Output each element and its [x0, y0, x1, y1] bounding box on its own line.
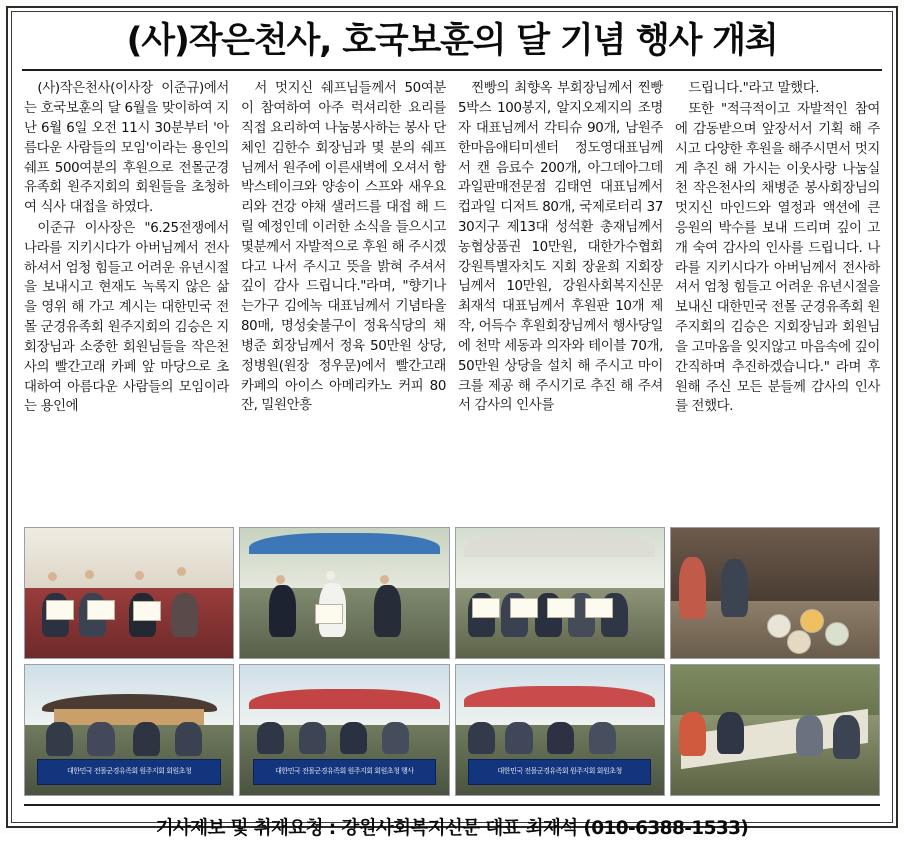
photo-award-ceremony	[24, 527, 234, 659]
photo-person	[547, 722, 574, 753]
page-title: (사)작은천사, 호국보훈의 달 기념 행사 개최	[126, 21, 778, 61]
photo-certificate	[547, 598, 575, 618]
photo-person	[171, 593, 198, 637]
photo-person	[46, 722, 73, 756]
page-outer-border	[6, 6, 898, 840]
article-column-1	[24, 79, 229, 519]
photo-person	[679, 557, 706, 619]
photo-chef-award	[239, 527, 449, 659]
photo-certificate	[133, 601, 161, 621]
photo-person	[833, 715, 860, 759]
page-inner-border	[11, 11, 893, 840]
photo-food-plate	[787, 630, 811, 654]
photo-tent	[249, 533, 441, 554]
photo-person	[87, 722, 114, 756]
article-column-2	[241, 79, 446, 519]
article-column-3	[458, 79, 663, 519]
photo-certificate	[585, 598, 613, 618]
photo-long-table-meal	[670, 664, 880, 796]
paragraph: 이준규 이사장은 "6.25전쟁에서 나라를 지키시다가 아버님께서 전사하셔서 엄청 힘들고 어려운 유년시절을 보내시고 현재도 녹록지 않은 삶을 영위 해 가고 계시는 대한민국 전몰 군경유족회 원주지회의 김승은 지회장님과 소중한 회원님들을 작은천사의 빨간고래 카페 앞 마당으로 초대하여 아름다운 사람들의 모임이라는 용인에	[24, 220, 229, 415]
photo-certificate	[315, 604, 343, 624]
photo-banner-text: 대한민국 전몰군경유족회 원주지회 회원초청 행사	[253, 759, 436, 785]
photo-banner-text: 대한민국 전몰군경유족회 원주지회 회원초청	[468, 759, 651, 785]
photo-person	[175, 722, 202, 756]
photo-certificate	[510, 598, 538, 618]
photo-outdoor-banner-1	[24, 664, 234, 796]
photo-person	[721, 559, 748, 616]
photo-outdoor-banner-2	[239, 664, 449, 796]
photo-person	[468, 722, 495, 753]
article-column-4	[675, 79, 880, 519]
photo-person	[505, 722, 532, 753]
photo-food-plate	[800, 609, 824, 633]
photo-banner-text: 대한민국 전몰군경유족회 원주지회 회원초청	[37, 759, 220, 785]
paragraph: (사)작은천사(이사장 이준규)에서는 호국보훈의 달 6월을 맞이하여 지난 6월 6일 오전 11시 30분부터 '아름다운 사람들의 모임'이라는 용인의 쉐프 500여분의 후원으로 전몰군경유족회 원주지회의 회원들을 초청하여 식사 대접을 하였다.	[24, 81, 229, 216]
photo-person-head	[276, 575, 285, 584]
photo-certificate	[87, 600, 115, 620]
photo-person-head	[380, 575, 389, 584]
paragraph: 서 멋지신 쉐프님들께서 50여분이 참여하여 아주 럭셔리한 요리를 직접 요리하여 나눔봉사하는 봉사 단체인 김한수 회장님과 몇 분의 쉐프님께서 원주에 이른새벽에 오셔서 함박스테이크와 양송이 스프와 새우요리와 건강 야채 샐러드를 대접 해 드릴 예정인데 이러한 소식을 들으시고 몇분께서 자발적으로 후원 해 주시겠다고 나서 주시고 뜻을 밝혀 주셔서 깊이 감사 드립니다."라며, "향기나는가구 김에녹 대표님께서 기념타올 80매, 명성숯불구이 정육식당의 채병준 회장님께서 정육 50만원 상당, 정병원(원장 정우문)에서 빨간고래카페의 아이스 아메리카노 커피 80잔, 밀원안흥	[241, 81, 446, 414]
photo-person	[382, 722, 409, 753]
photo-person	[796, 715, 823, 757]
photo-certificate	[472, 598, 500, 618]
photo-person	[589, 722, 616, 753]
photo-group-tent	[455, 527, 665, 659]
contact-footer: 기사제보 및 취재요청 : 강원사회복지신문 대표 최재석 (010-6388-1533)	[24, 804, 880, 844]
photo-person	[340, 722, 367, 753]
headline-divider	[22, 69, 882, 71]
photo-person	[299, 722, 326, 753]
photo-chef-hat	[326, 571, 335, 580]
photo-outdoor-banner-3	[455, 664, 665, 796]
photo-gallery	[20, 519, 884, 802]
photo-person	[679, 712, 706, 756]
photo-tent	[464, 686, 656, 707]
article-body	[20, 79, 884, 519]
photo-person	[133, 722, 160, 756]
photo-food-plate	[767, 614, 791, 638]
photo-person	[374, 585, 401, 637]
photo-food-plate	[825, 622, 849, 646]
paragraph: 찐빵의 최향옥 부회장님께서 찐빵 5박스 100봉지, 알지오제지의 조명자 대표님께서 각티슈 90개, 남원주한마음애티미센터 정도영대표님께서 캔 음료수 200개, 아그데아그데 과일판매전문점 김태연 대표님께서 컵과일 디저트 80개, 국제로터리 3730지구 제13대 성석환 총재님께서 농협상품권 10만원, 대한가수협회 강원특별자치도 지회 장윤희 지회장님께서 10만원, 강원사회복지신문 최재석 대표님께서 후원판 10개 제작, 어득수 후원회장님께서 행사당일에 천막 세동과 의자와 테이블 70개, 50만원 상당을 설치 해 주시고 마이크를 제공 해 주시기로 추진 해 주셔서 감사의 인사를	[458, 81, 663, 414]
photo-tent	[249, 689, 441, 710]
photo-person	[257, 722, 284, 753]
photo-food-table	[670, 527, 880, 659]
paragraph: 또한 "적극적이고 자발적인 참여에 감동받으며 앞장서서 기획 해 주시고 다양한 후원을 해주시면서 멋지게 추진 해 가시는 이웃사랑 나눔실천 작은천사의 채병준 봉사회장님의 멋지신 마인드와 열정과 액션에 큰 응원의 박수를 보내 드리며 깊이 고개 숙여 감사의 인사를 드립니다. 나라를 지키시다가 아버님께서 전사하셔서 엄청 힘들고 어려운 유년시절을 보내신 대한민국 전몰 군경유족회 원주지회의 김승은 지회장님과 회원님을 고마움을 잊지않고 마음속에 깊이 간직하며 추진하겠습니다." 라며 후원해 주신 모든 분들께 감사의 인사를 전했다.	[675, 102, 880, 415]
photo-background	[671, 665, 879, 714]
photo-person	[717, 712, 744, 754]
photo-tent	[464, 531, 656, 557]
paragraph: 드립니다."라고 말했다.	[688, 81, 820, 97]
photo-certificate	[46, 600, 74, 620]
photo-person	[269, 585, 296, 637]
